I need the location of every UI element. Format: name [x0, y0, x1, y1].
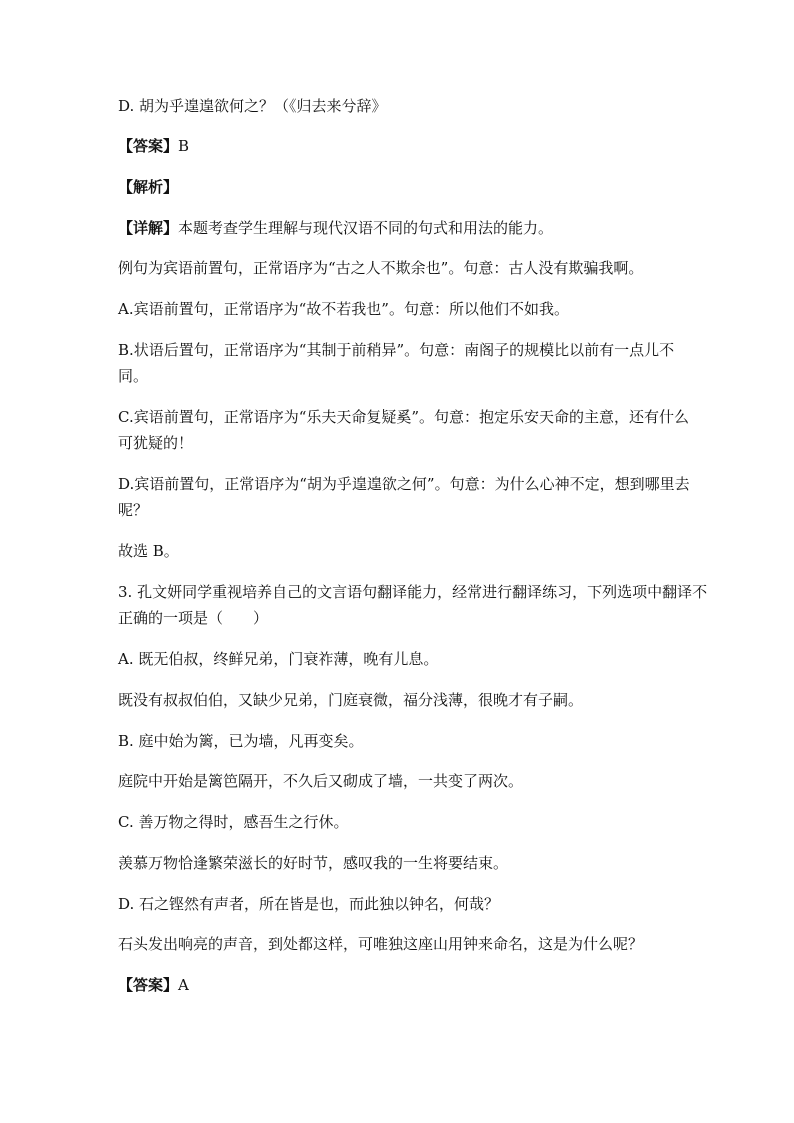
- explanation-b-cont: 同。: [118, 367, 149, 385]
- option-c-source: C. 善万物之得时，感吾生之行休。: [118, 813, 349, 831]
- explanation-c-cont: 可犹疑的！: [118, 434, 194, 452]
- analysis-tag: 【解析】: [118, 178, 179, 196]
- explanation-d: D.宾语前置句，正常语序为“胡为乎遑遑欲之何”。句意：为什么心神不定，想到哪里去: [118, 475, 690, 493]
- example-explanation: 例句为宾语前置句，正常语序为“古之人不欺余也”。句意：古人没有欺骗我啊。: [118, 259, 644, 277]
- option-d-line: D. 胡为乎遑遑欲何之？（《归去来兮辞》: [118, 97, 387, 115]
- question-3: 3. 孔文妍同学重视培养自己的文言语句翻译能力，经常进行翻译练习，下列选项中翻译不: [118, 583, 708, 601]
- option-b-source: B. 庭中始为篱，已为墙，凡再变矣。: [118, 732, 364, 750]
- answer-tag: 【答案】: [118, 137, 179, 155]
- answer-tag-2: 【答案】: [118, 976, 179, 994]
- answer-line-2: 【答案】A: [118, 976, 189, 994]
- conclusion-line: 故选 B。: [118, 542, 179, 560]
- explanation-d-cont: 呢？: [118, 501, 149, 519]
- option-d-source: D. 石之铿然有声者，所在皆是也，而此独以钟名，何哉？: [118, 895, 500, 913]
- detail-line: 【详解】本题考查学生理解与现代汉语不同的句式和用法的能力。: [118, 219, 554, 237]
- option-a-translation: 既没有叔叔伯伯，又缺少兄弟，门庭衰微，福分浅薄，很晚才有子嗣。: [118, 691, 584, 709]
- explanation-c: C.宾语前置句，正常语序为“乐夫天命复疑奚”。句意：抱定乐安天命的主意，还有什么: [118, 408, 690, 426]
- option-a-source: A. 既无伯叔，终鲜兄弟，门衰祚薄，晚有儿息。: [118, 650, 439, 668]
- option-c-translation: 羡慕万物恰逢繁荣滋长的好时节，感叹我的一生将要结束。: [118, 854, 509, 872]
- detail-tag: 【详解】: [118, 219, 179, 237]
- answer-line: 【答案】B: [118, 137, 190, 155]
- question-3-cont: 正确的一项是（ ）: [118, 609, 269, 627]
- analysis-heading: [118, 177, 178, 197]
- explanation-a: A.宾语前置句，正常语序为“故不若我也”。句意：所以他们不如我。: [118, 300, 569, 318]
- option-b-translation: 庭院中开始是篱笆隔开，不久后又砌成了墙，一共变了两次。: [118, 772, 524, 790]
- option-d-translation: 石头发出响亮的声音，到处都这样，可唯独这座山用钟来命名，这是为什么呢？: [118, 935, 644, 953]
- explanation-b: B.状语后置句，正常语序为“其制于前稍异”。句意：南阁子的规模比以前有一点儿不: [118, 341, 675, 359]
